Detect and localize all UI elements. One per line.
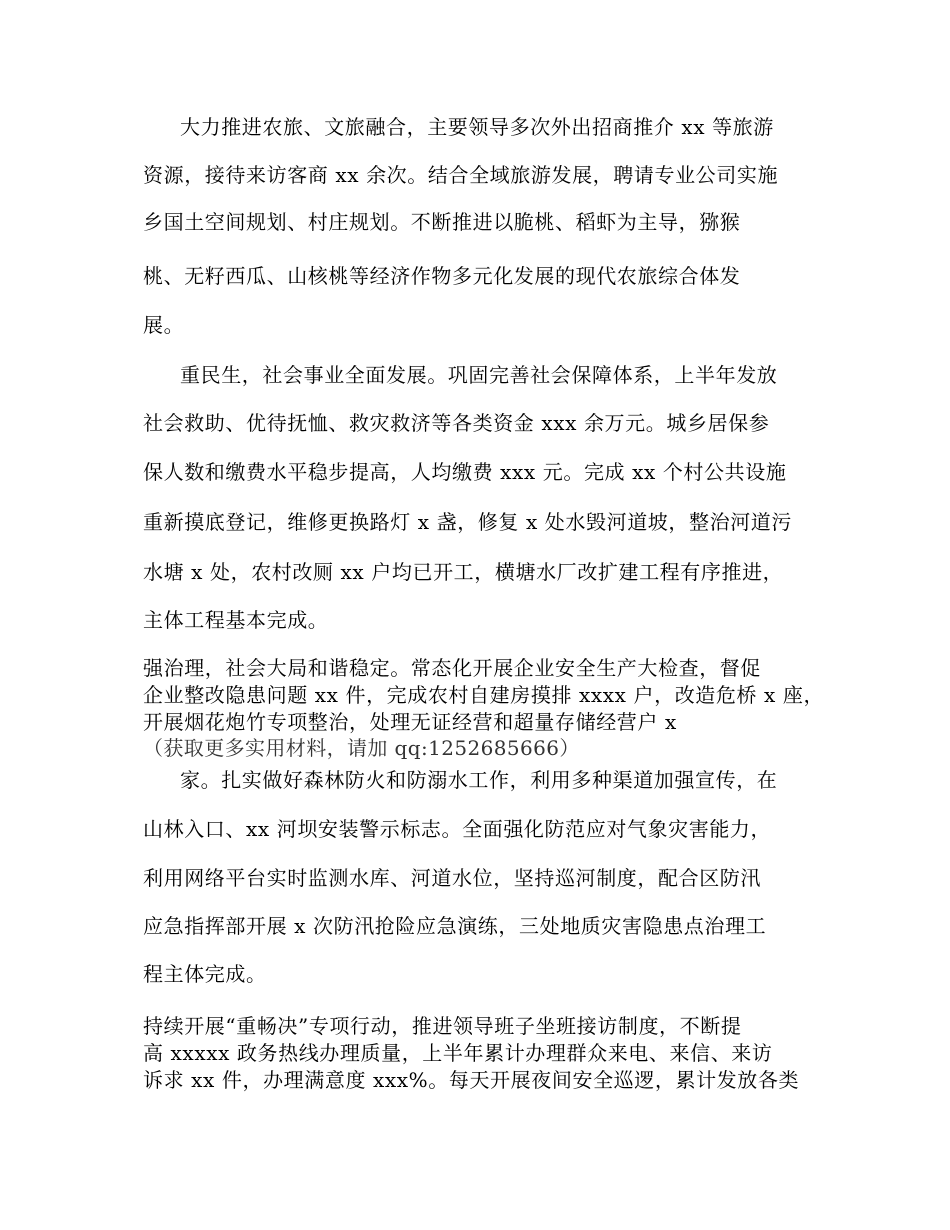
paragraph-5-line-3: 诉求 xx 件，办理满意度 xxx%。每天开展夜间安全巡逻，累计发放各类 xyxy=(143,1068,800,1092)
paragraph-5-line-1: 持续开展“重畅决”专项行动，推进领导班子坐班接访制度，不断提 xyxy=(143,1014,742,1038)
paragraph-2-line-5: 水塘 x 处，农村改厕 xx 户均已开工，横塘水厂改扩建工程有序推进， xyxy=(143,560,784,584)
paragraph-1-line-5: 展。 xyxy=(143,313,185,337)
paragraph-4-line-3: 利用网络平台实时监测水库、河道水位，坚持巡河制度，配合区防汛 xyxy=(143,866,761,890)
paragraph-5-line-2: 高 xxxxx 政务热线办理质量，上半年累计办理群众来电、来信、来访 xyxy=(143,1041,773,1065)
paragraph-2-line-2: 社会救助、优待抚恤、救灾救济等各类资金 xxx 余万元。城乡居保参 xyxy=(143,411,770,435)
paragraph-1-line-4: 桃、无籽西瓜、山核桃等经济作物多元化发展的现代农旅综合体发 xyxy=(143,264,741,288)
paragraph-2-line-1: 重民生，社会事业全面发展。巩固完善社会保障体系，上半年发放 xyxy=(180,363,778,387)
paragraph-2-line-6: 主体工程基本完成。 xyxy=(143,608,329,632)
paragraph-4-line-1: 家。扎实做好森林防火和防溺水工作，利用多种渠道加强宣传，在 xyxy=(180,768,778,792)
paragraph-3-line-1: 强治理，社会大局和谐稳定。常态化开展企业安全生产大检查，督促 xyxy=(143,656,761,680)
paragraph-2-line-4: 重新摸底登记，维修更换路灯 x 盏，修复 x 处水毁河道坡，整治河道污 xyxy=(143,510,792,534)
paragraph-2-line-3: 保人数和缴费水平稳步提高，人均缴费 xxx 元。完成 xx 个村公共设施 xyxy=(143,460,787,484)
paragraph-4-line-5: 程主体完成。 xyxy=(143,962,267,986)
paragraph-4-line-2: 山林入口、xx 河坝安装警示标志。全面强化防范应对气象灾害能力， xyxy=(143,817,772,841)
paragraph-1-line-3: 乡国土空间规划、村庄规划。不断推进以脆桃、稻虾为主导，猕猴 xyxy=(143,210,741,234)
paragraph-3-line-2: 企业整改隐患问题 xx 件，完成农村自建房摸排 xxxx 户，改造危桥 x 座， xyxy=(143,683,825,707)
paragraph-4-line-4: 应急指挥部开展 x 次防汛抢险应急演练，三处地质灾害隐患点治理工 xyxy=(143,914,767,938)
paragraph-3-line-3: 开展烟花炮竹专项整治，处理无证经营和超量存储经营户 x xyxy=(143,710,677,734)
paragraph-1-line-1: 大力推进农旅、文旅融合，主要领导多次外出招商推介 xx 等旅游 xyxy=(180,115,774,139)
contact-note: （获取更多实用材料，请加 qq:1252685666） xyxy=(143,736,580,760)
paragraph-1-line-2: 资源，接待来访客商 xx 余次。结合全域旅游发展，聘请专业公司实施 xyxy=(143,163,779,187)
